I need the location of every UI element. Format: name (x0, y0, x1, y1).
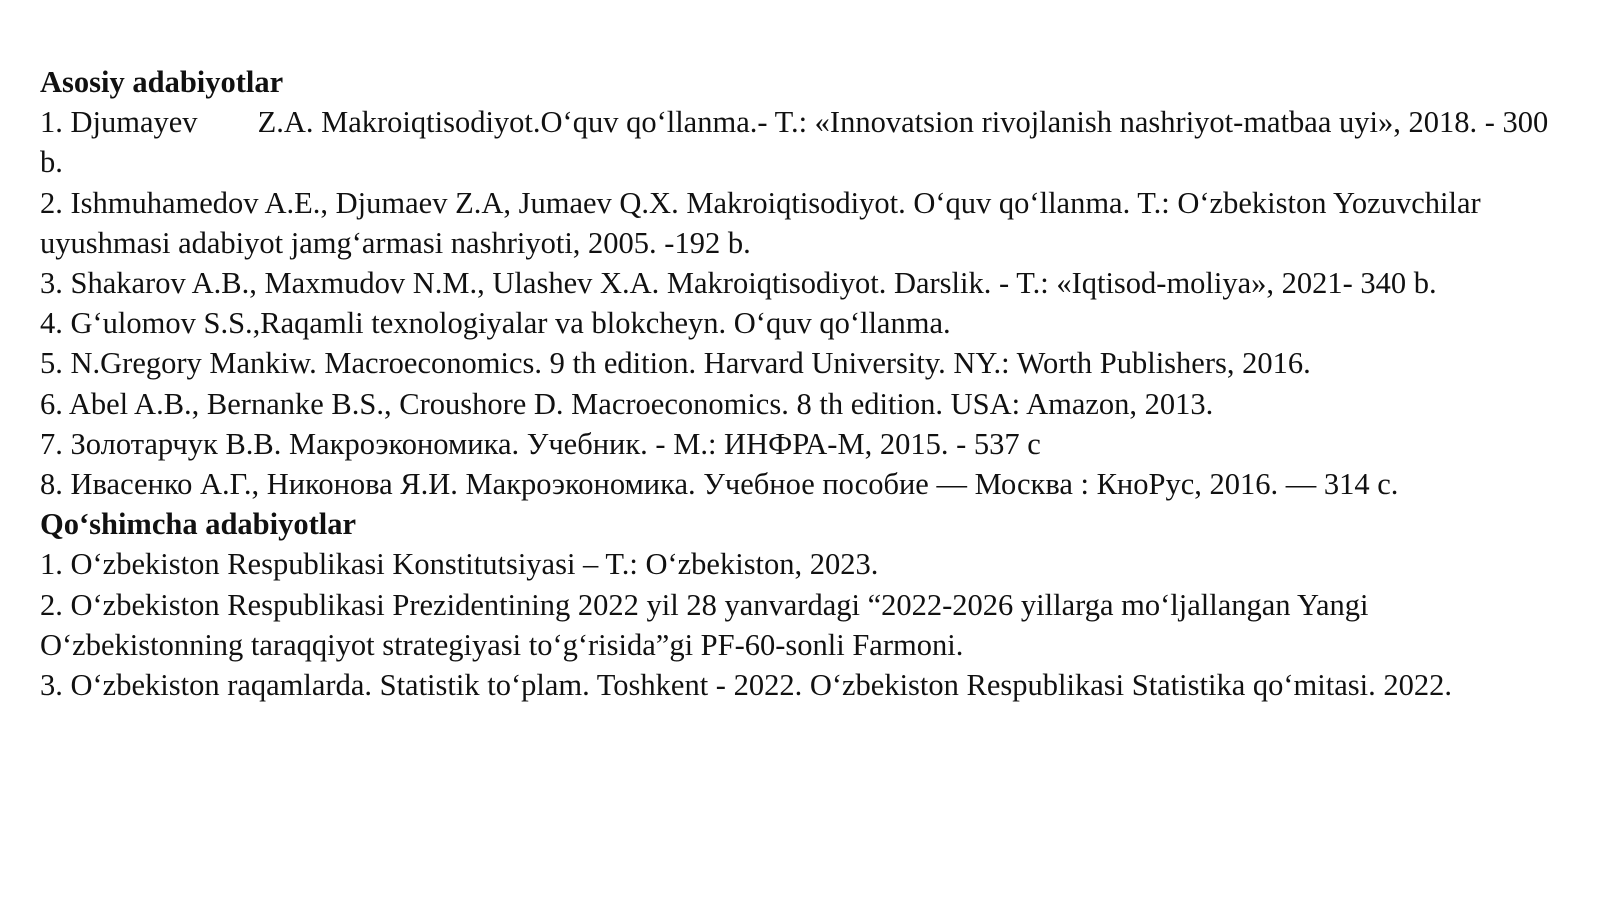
item-text: Abel A.B., Bernanke B.S., Croushore D. Macroeconomics. 8 th edition. USA: Amazon, 2013. (68, 386, 1214, 421)
item-author: Djumayev (70, 105, 198, 140)
item-number: 7. (40, 426, 63, 461)
item-text: Z.A. Makroiqtisodiyot.O‘quv qo‘llanma.- T.: «Innovatsion rivojlanish nashriyot-matbaa uyi», 2018. - 300 b. (40, 105, 1549, 180)
list-item (40, 102, 1560, 182)
item-number: 1. (40, 105, 63, 140)
main-literature-heading: Asosiy adabiyotlar (40, 65, 284, 99)
item-text: Золотарчук В.В. Макроэкономика. Учебник. - М.: ИНФРА-М, 2015. - 537 с (70, 426, 1041, 461)
bibliography-page (40, 62, 1560, 705)
list-item (40, 183, 1560, 263)
item-text: N.Gregory Mankiw. Macroeconomics. 9 th edition. Harvard University. NY.: Worth Publishers, 2016. (70, 346, 1311, 381)
item-number: 8. (40, 467, 63, 502)
list-item (40, 263, 1560, 303)
list-item (40, 303, 1560, 343)
item-number: 3. (40, 668, 63, 703)
list-item (40, 665, 1560, 705)
item-number: 6. (40, 386, 63, 421)
list-item (40, 424, 1560, 464)
additional-literature-heading: Qo‘shimcha adabiyotlar (40, 507, 357, 542)
item-number: 1. (40, 547, 63, 582)
item-number: 5. (40, 346, 63, 381)
item-text: Shakarov A.B., Maxmudov N.M., Ulashev X.A. Makroiqtisodiyot. Darslik. - T.: «Iqtisod-moliya», 2021- 340 b. (70, 266, 1437, 301)
list-item (40, 384, 1560, 424)
item-text: Ishmuhamedov A.E., Djumaev Z.A, Jumaev Q.X. Makroiqtisodiyot. O‘quv qo‘llanma. T.: O‘zbekiston Yozuvchilar uyushmasi adabiyot jamg‘armasi nashriyoti, 2005. -192 b. (40, 185, 1481, 260)
item-number: 4. (40, 306, 63, 341)
list-item (40, 585, 1560, 665)
item-number: 2. (40, 587, 63, 622)
item-text: Ивасенко А.Г., Никонова Я.И. Макроэкономика. Учебное пособие — Москва : КноРус, 2016. — 314 с. (70, 467, 1399, 502)
item-number: 2. (40, 185, 63, 220)
item-text: O‘zbekiston Respublikasi Prezidentining 2022 yil 28 yanvardagi “2022-2026 yillarga mo‘ljallangan Yangi O‘zbekistonning taraqqiyot strategiyasi to‘g‘risida”gi PF-60-sonli Farmoni. (40, 587, 1369, 662)
item-text: G‘ulomov S.S.,Raqamli texnologiyalar va blokcheyn. O‘quv qo‘llanma. (70, 306, 951, 341)
item-number: 3. (40, 266, 63, 301)
list-item (40, 464, 1560, 504)
list-item (40, 343, 1560, 383)
item-text: O‘zbekiston Respublikasi Konstitutsiyasi – T.: O‘zbekiston, 2023. (70, 547, 879, 582)
additional-literature-list (40, 544, 1560, 705)
main-literature-list (40, 102, 1560, 504)
item-text: O‘zbekiston raqamlarda. Statistik to‘plam. Toshkent - 2022. O‘zbekiston Respublikasi Statistika qo‘mitasi. 2022. (70, 668, 1452, 703)
list-item (40, 544, 1560, 584)
